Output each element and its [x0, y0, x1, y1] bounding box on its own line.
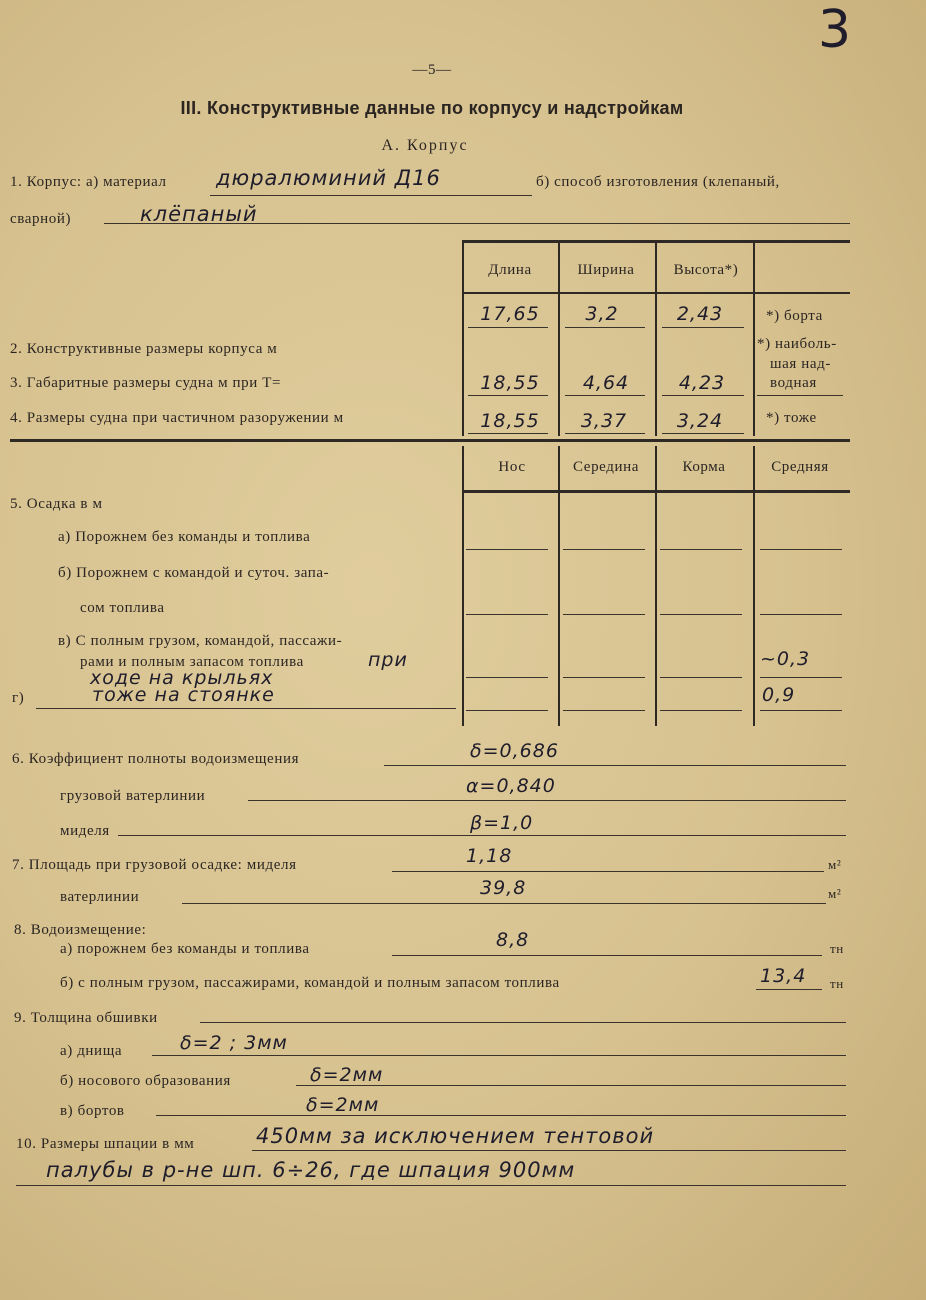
draft-c-line-1 — [466, 677, 548, 678]
dims-r2-label: 2. Конструктивные размеры корпуса м — [10, 341, 278, 357]
item6-mid-line — [118, 835, 846, 836]
draft-b-label-1: б) Порожнем с командой и суточ. запа- — [58, 565, 330, 581]
item8-b-value: 13,4 — [760, 965, 807, 987]
item9-c-value: δ=2мм — [306, 1094, 380, 1116]
draft-a-label: а) Порожнем без команды и топлива — [58, 529, 311, 545]
dims-r3-width: 4,64 — [582, 372, 630, 394]
item6-wl-line — [248, 800, 846, 801]
draft-c-line-4 — [760, 677, 842, 678]
dims-col-line-2 — [558, 240, 560, 436]
item8-b-unit: тн — [830, 976, 844, 991]
dims-header-width: Ширина — [577, 262, 635, 278]
draft-b-line-3 — [660, 614, 742, 615]
tables-separator — [10, 439, 850, 442]
material-value: дюралюминий Д16 — [216, 166, 441, 190]
dims-r1-line-1 — [468, 327, 548, 328]
dims-r1-line-2 — [565, 327, 645, 328]
item6-mid-label: миделя — [60, 823, 110, 839]
draft-header-bottom — [462, 490, 850, 493]
dims-r4-line-2 — [565, 433, 645, 434]
item6-wl-value: α=0,840 — [466, 775, 556, 797]
draft-d-value: 0,9 — [762, 684, 796, 706]
draft-d-line — [36, 708, 456, 709]
item10-value-1: 450мм за исключением тентовой — [256, 1124, 655, 1148]
dims-r1-width: 3,2 — [585, 303, 619, 325]
item10-value-2: палубы в р-не шп. 6÷26, где шпация 900мм — [46, 1158, 576, 1182]
draft-d-hand: тоже на стоянке — [92, 684, 275, 706]
dims-header-bottom — [462, 292, 850, 294]
dims-r1-length: 17,65 — [480, 303, 540, 325]
draft-b-line-1 — [466, 614, 548, 615]
material-line — [210, 195, 532, 196]
draft-col-line-3 — [655, 446, 657, 726]
item10-line-2 — [16, 1185, 846, 1186]
draft-d-line-2 — [563, 710, 645, 711]
draft-c-hand-1: при — [368, 649, 408, 671]
dims-r3-line-4 — [757, 395, 843, 396]
corner-page-number: 3 — [818, 0, 853, 60]
section-title: III. Конструктивные данные по корпусу и надстройкам — [180, 98, 684, 118]
item8-a-unit: тн — [830, 941, 844, 956]
dims-r4-line-1 — [468, 433, 548, 434]
method-label-cont: сварной) — [10, 211, 72, 227]
dims-col-line-4 — [753, 240, 755, 436]
dims-r4-height: 3,24 — [676, 410, 724, 432]
item8-label: 8. Водоизмещение: — [14, 922, 147, 938]
method-value: клёпаный — [140, 202, 258, 226]
item9-a-value: δ=2 ; 3мм — [180, 1032, 288, 1054]
draft-a-line-4 — [760, 549, 842, 550]
draft-c-label-1: в) С полным грузом, командой, пассажи- — [58, 633, 343, 649]
dims-r1-height: 2,43 — [676, 303, 724, 325]
item6-value: δ=0,686 — [470, 740, 559, 762]
item10-label: 10. Размеры шпации в мм — [16, 1136, 195, 1152]
dims-r4-width: 3,37 — [580, 410, 628, 432]
draft-header-bow: Нос — [498, 459, 526, 475]
dims-col-line-3 — [655, 240, 657, 436]
draft-d-line-1 — [466, 710, 548, 711]
item1-label: 1. Корпус: а) материал — [10, 174, 167, 190]
draft-b-line-2 — [563, 614, 645, 615]
draft-d-line-4 — [760, 710, 842, 711]
draft-c-hand-2: ходе на крыльях — [90, 667, 274, 689]
item7-line — [392, 871, 824, 872]
item9-b-label: б) носового образования — [60, 1073, 231, 1089]
method-label: б) способ изготовления (клепаный, — [536, 174, 780, 190]
item6-label: 6. Коэффициент полноты водоизмещения — [12, 751, 300, 767]
item8-b-line — [756, 989, 822, 990]
item9-line — [200, 1022, 846, 1023]
item9-b-value: δ=2мм — [310, 1064, 384, 1086]
dims-r4-note: *) тоже — [766, 410, 817, 426]
item7-unit-2: м² — [828, 886, 842, 901]
draft-b-label-2: сом топлива — [80, 600, 165, 616]
item6-line — [384, 765, 846, 766]
draft-c-line-2 — [563, 677, 645, 678]
dims-r4-label: 4. Размеры судна при частичном разоружении м — [10, 410, 344, 426]
item8-b-label: б) с полным грузом, пассажирами, командой и полным запасом топлива — [60, 975, 560, 991]
draft-d-line-3 — [660, 710, 742, 711]
dims-r1-line-3 — [662, 327, 744, 328]
dims-r4-length: 18,55 — [480, 410, 540, 432]
item7-wl-label: ватерлинии — [60, 889, 140, 905]
dims-col-line-1 — [462, 240, 464, 436]
draft-header-mid: Середина — [573, 459, 639, 475]
dims-r4-line-3 — [662, 433, 744, 434]
draft-col-line-1 — [462, 446, 464, 726]
subsection-title: А. Корпус — [381, 137, 469, 154]
draft-c-value: ~0,3 — [760, 648, 811, 670]
draft-d-label: г) — [12, 690, 25, 706]
draft-a-line-3 — [660, 549, 742, 550]
item9-label: 9. Толщина обшивки — [14, 1010, 158, 1026]
item6-mid-value: β=1,0 — [470, 812, 534, 834]
dims-r3-line-1 — [468, 395, 548, 396]
dims-r3-length: 18,55 — [480, 372, 540, 394]
dims-header-length: Длина — [488, 262, 532, 278]
item10-line-1 — [252, 1150, 846, 1151]
item8-a-line — [392, 955, 822, 956]
item8-a-value: 8,8 — [496, 929, 530, 951]
item9-a-label: а) днища — [60, 1043, 123, 1059]
item9-c-line — [156, 1115, 846, 1116]
item6-wl-label: грузовой ватерлинии — [60, 788, 206, 804]
page-number: —5— — [412, 62, 452, 78]
item9-c-label: в) бортов — [60, 1103, 125, 1119]
draft-c-line-3 — [660, 677, 742, 678]
dims-header-height: Высота*) — [673, 262, 739, 278]
dims-note-line-3: водная — [770, 375, 817, 391]
item7-wl-value: 39,8 — [480, 877, 527, 899]
dims-r3-line-2 — [565, 395, 645, 396]
dims-r1-note: *) борта — [766, 308, 823, 324]
item8-a-label: а) порожнем без команды и топлива — [60, 941, 310, 957]
dims-r3-height: 4,23 — [678, 372, 726, 394]
draft-header-stern: Корма — [682, 459, 726, 475]
draft-a-line-1 — [466, 549, 548, 550]
draft-col-line-4 — [753, 446, 755, 726]
draft-col-line-2 — [558, 446, 560, 726]
draft-b-line-4 — [760, 614, 842, 615]
draft-a-line-2 — [563, 549, 645, 550]
dims-r3-line-3 — [662, 395, 744, 396]
draft-title: 5. Осадка в м — [10, 496, 103, 512]
item7-unit-1: м² — [828, 857, 842, 872]
dims-r3-label: 3. Габаритные размеры судна м при Т= — [10, 375, 282, 391]
dims-note-line-1: *) наиболь- — [757, 336, 837, 352]
item9-a-line — [152, 1055, 846, 1056]
draft-c-label-2: рами и полным запасом топлива — [80, 654, 304, 670]
dims-note-line-2: шая над- — [770, 356, 831, 372]
draft-header-average: Средняя — [771, 459, 829, 475]
item7-label: 7. Площадь при грузовой осадке: миделя — [12, 857, 297, 873]
item7-mid-value: 1,18 — [466, 845, 513, 867]
item7-wl-line — [182, 903, 826, 904]
